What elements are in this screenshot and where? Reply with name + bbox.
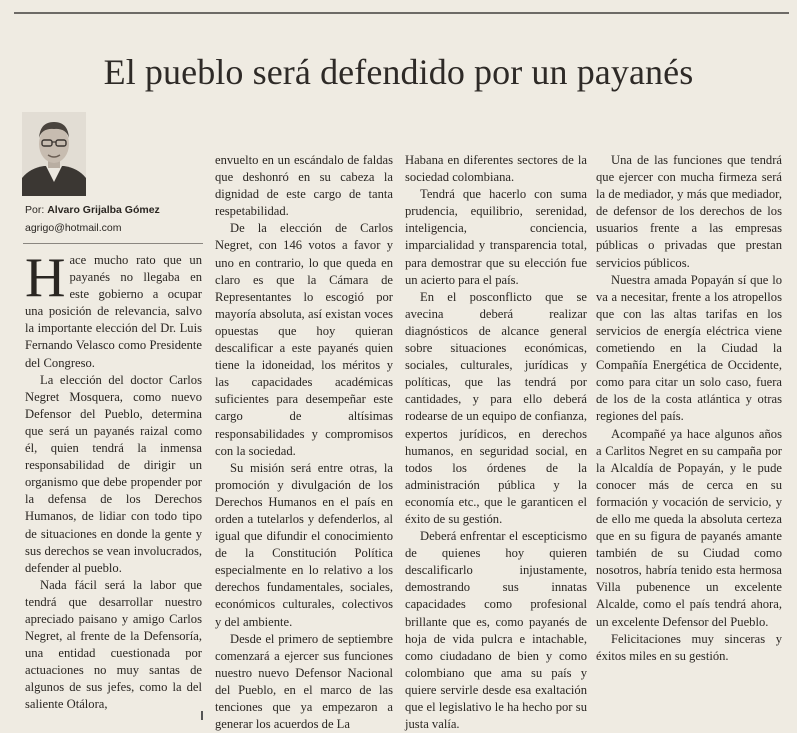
paragraph: Nada fácil será la labor que tendrá que desarrollar nuestro apreciado paisano y amigo Carlos Negret, al frente de la Defensoría, una entidad cuestionada por actuaciones no muy santas de algunos de sus jefes, como la del saliente Otálora, bbox=[25, 577, 202, 712]
dropcap: H bbox=[25, 247, 66, 309]
byline-prefix: Por: bbox=[25, 204, 45, 216]
paragraph: Habana en diferentes sectores de la sociedad colombiana. bbox=[405, 153, 587, 185]
paragraph: Felicitaciones muy sinceras y éxitos miles en su gestión. bbox=[596, 631, 782, 663]
headline: El pueblo será defendido por un payanés bbox=[103, 52, 694, 92]
author-email: agrigo@hotmail.com bbox=[25, 222, 122, 234]
paragraph: De la elección de Carlos Negret, con 146 votos a favor y uno en contrario, lo que queda en claro es que la Cámara de Representantes lo escogió por mayoría absoluta, así existan voces opuestas que hoy quieran descalificar a este payanés quien tiene la idoneidad, los méritos y las capacidades académicas suficientes para desempeñar este cargo de altísimas responsabilidades y compromisos con la sociedad. bbox=[215, 221, 393, 458]
paragraph: Nuestra amada Popayán sí que lo va a necesitar, frente a los atropellos que con las altas tarifas en los servicios de energía eléctrica viene cometiendo en la Ciudad la Compañía Energética de Occidente, como para citar un solo caso, fuera de los de la costa atlántica y otras regiones del país. bbox=[596, 272, 782, 424]
paragraph: Su misión será entre otras, la promoción y divulgación de los Derechos Humanos en el país en orden a tutelarlos y defenderlos, al igual que difundir el conocimiento de la Constitución Política especialmente en lo relativo a los derechos fundamentales, sociales, económicos culturales, colectivos y del ambiente. bbox=[215, 460, 393, 629]
author-photo bbox=[22, 112, 86, 196]
article-column-3 bbox=[405, 152, 587, 733]
paragraph: Una de las funciones que tendrá que ejercer con mucha firmeza será la de mediador, y más que mediador, de defensor de los derechos de los usuarios frente a las empresas públicas o privadas que prestan servicios públicos. bbox=[596, 153, 782, 270]
article-column-1 bbox=[25, 247, 202, 714]
article-column-4 bbox=[596, 152, 782, 665]
paragraph: La elección del doctor Carlos Negret Mosquera, como nuevo Defensor del Pueblo, determina que será un payanés raizal como él, quien tendrá la inmensa responsabilidad de dirigir un organismo que debe propender por la defensa de los Derechos Humanos, de lidiar con todo tipo de situaciones en donde la gente y sus derechos se vean involucrados, defender al pueblo. bbox=[25, 372, 202, 575]
paragraph: Desde el primero de septiembre comenzará a ejercer sus funciones nuestro nuevo Defensor Nacional del Pueblo, en el marco de las tenciones que ya empezaron a generar los acuerdos de La bbox=[215, 631, 393, 732]
paragraph: Deberá enfrentar el escepticismo de quienes hoy quieren descalificarlo injustamente, demostrando sus innatas capacidades como profesional brillante que es, como payanés de hoja de vida pulcra e intachable, como ciudadano de bien y como colombiano que ama su país y quiere servirle desde esa exaltación que el legislativo le ha hecho por su justa valía. bbox=[405, 529, 587, 732]
top-rule bbox=[14, 12, 789, 14]
author-portrait-image bbox=[22, 112, 86, 196]
paragraph bbox=[25, 247, 202, 372]
paragraph: Tendrá que hacerlo con suma prudencia, equilibrio, serenidad, inteligencia, conciencia, imparcialidad y transparencia total, para demostrar que su elección fue un acierto para el país. bbox=[405, 187, 587, 287]
paragraph: En el posconflicto que se avecina deberá realizar diagnósticos de alcance general sobre situaciones económicas, sociales, culturales, jurídicas y políticas, que las tendrá por cantidades, y para ello deberá rodearse de un equipo de confianza, expertos jurídicos, en derechos humanos, en seguridad social, en todos los órdenes de la administración pública y la economía etc., que le garanticen el éxito de su gestión. bbox=[405, 289, 587, 526]
byline bbox=[25, 204, 160, 217]
byline-rule bbox=[23, 243, 203, 244]
paragraph-text: ace mucho rato que un payanés no llegaba en este gobierno a ocupar una posición de relevancia, salvo la importante elección del Dr. Luis Fernando Velasco como Presidente del Congreso. bbox=[25, 253, 202, 370]
article-column-2 bbox=[215, 152, 393, 733]
print-mark bbox=[201, 711, 203, 720]
author-name: Alvaro Grijalba Gómez bbox=[47, 204, 160, 216]
paragraph: envuelto en un escándalo de faldas que deshonró en su cabeza la dignidad de este cargo de tanta respetabilidad. bbox=[215, 153, 393, 219]
paragraph: Acompañé ya hace algunos años a Carlitos Negret en su campaña por la Alcaldía de Popayán, y le pude conocer más de cerca en su formación y vocación de servicio, y de ello me queda la absoluta certeza que en su figura de payanés amante también de su Ciudad como nosotros, habría tenido esta hermosa Villa pubenence un excelente Alcalde, como el país tendrá ahora, un excelente Defensor del Pueblo. bbox=[596, 426, 782, 629]
